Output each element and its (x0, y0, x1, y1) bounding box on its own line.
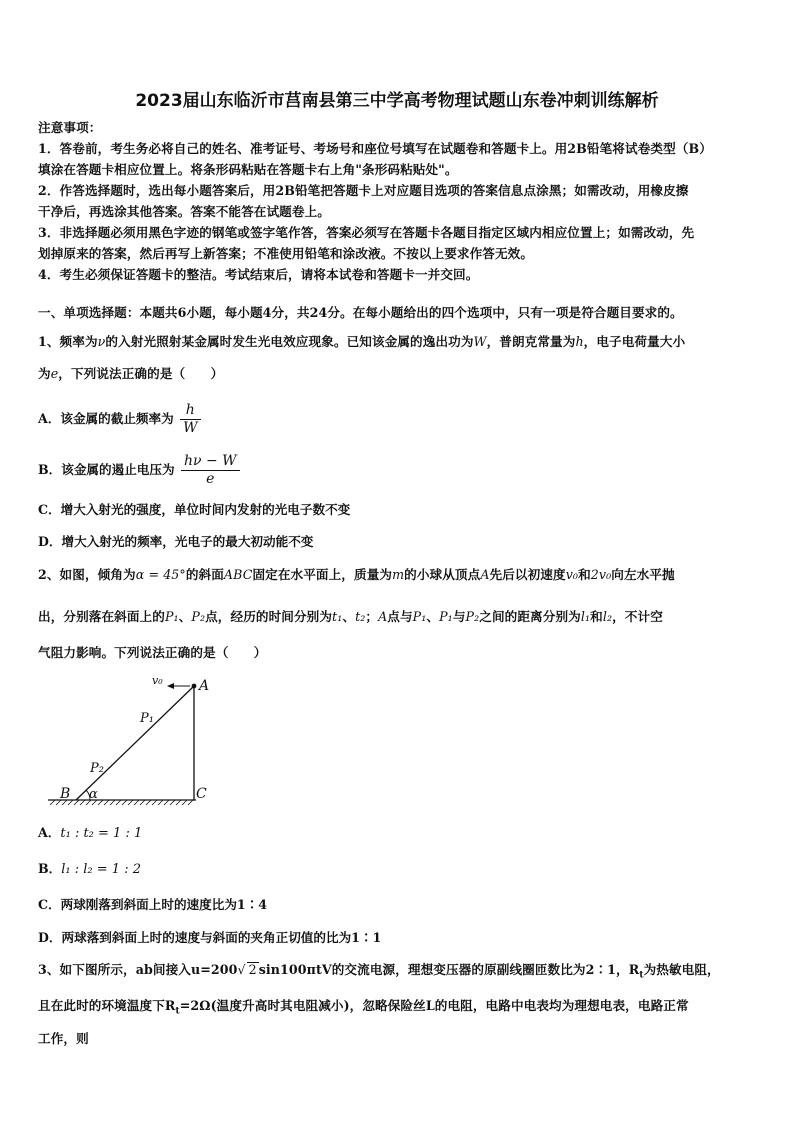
text: 的小球从顶点 (404, 567, 481, 582)
page-title: 2023届山东临沂市莒南县第三中学高考物理试题山东卷冲刺训练解析 (135, 91, 659, 111)
question-1-stem-line2 (38, 366, 760, 382)
text: 的斜面 (185, 567, 224, 582)
note-line: 3．非选择题必须用黑色字迹的钢笔或签字笔作答，答案必须写在答题卡各题目指定区域内相应位置上；如需改动，先 (38, 225, 695, 240)
question-3-stem-line2 (38, 998, 760, 1020)
ground-hatching (50, 800, 193, 805)
text: 固定在水平面上，质量为 (252, 567, 393, 582)
note-line: 4．考生必须保证答题卡的整洁。考试结束后，请将本试卷和答题卡一并交回。 (38, 267, 479, 282)
label-C: C (196, 786, 207, 802)
math-l1: l₁ (580, 609, 591, 624)
question-2-stem-line1 (38, 567, 760, 583)
text: 和 (578, 567, 591, 582)
math-e: e (50, 366, 59, 381)
text: 为热敏电阻， (643, 962, 720, 977)
text: 和 (590, 609, 603, 624)
text: 的入射光照射某金属时发生光电效应现象。已知该金属的逸出功为 (105, 334, 474, 349)
math-A: A (378, 609, 388, 624)
numerator: hν − W (181, 453, 240, 471)
denominator: W (183, 420, 198, 436)
math-h: h (575, 334, 584, 349)
sqrt-symbol: √ (237, 962, 246, 977)
note-line: 填涂在答题卡相应位置上。将条形码粘贴在答题卡右上角"条形码粘贴处"。 (38, 162, 458, 177)
option-d: D．增大入射光的频率，光电子的最大初动能不变 (38, 534, 314, 549)
incline-diagram (40, 672, 240, 812)
denominator: e (206, 471, 215, 487)
option-label: A． (38, 825, 61, 840)
option-a (38, 402, 201, 437)
fraction (181, 453, 240, 488)
text: 点，经历的时间分别为 (205, 609, 333, 624)
math-W: W (473, 334, 487, 349)
math-m: m (392, 567, 405, 582)
math-l2: l₂ (602, 609, 613, 624)
text: 、 (178, 609, 192, 624)
option-label: B． (38, 861, 62, 876)
note-line: 划掉原来的答案，然后再写上新答案；不准使用铅笔和涂改液。不按以上要求作答无效。 (38, 246, 534, 261)
section-heading: 一、单项选择题：本题共6小题，每小题4分，共24分。在每小题给出的四个选项中，只有一项是符合题目要求的。 (38, 305, 683, 320)
label-v0: v₀ (152, 674, 163, 687)
text: 、 (426, 609, 440, 624)
text: 之间的距离分别为 (479, 609, 581, 624)
option-c: C．增大入射光的强度，单位时间内发射的光电子数不变 (38, 502, 351, 517)
arrow-head-icon (167, 683, 174, 689)
numerator: h (180, 402, 200, 420)
label-B: B (60, 786, 71, 802)
math-P2: P₂ (191, 609, 206, 624)
label-P1: P₁ (140, 711, 154, 726)
math-A: A (480, 567, 490, 582)
text: ； (365, 609, 379, 624)
math-P1: P₁ (412, 609, 427, 624)
note-line: 2．作答选择题时，选出每小题答案后，用2B铅笔把答题卡上对应题目选项的答案信息点涂黑；如需改动，用橡皮擦 (38, 183, 689, 198)
question-1-stem-line1 (38, 334, 760, 350)
note-line: 1．答卷前，考生务必将自己的姓名、准考证号、考场号和座位号填写在试题卷和答题卡上。用2B铅笔将试卷类型（B） (38, 141, 712, 156)
incline-line (76, 686, 194, 800)
math-P1: P₁ (164, 609, 179, 624)
text: =2Ω(温度升高时其电阻减小)，忽略保险丝L的电阻，电路中电表均为理想电表，电路正常 (179, 998, 689, 1013)
math-t2: t₂ (355, 609, 366, 624)
note-line: 干净后，再选涂其他答案。答案不能答在试题卷上。 (38, 204, 330, 219)
text: 1、频率为 (38, 334, 98, 349)
math-t1: t₁ (332, 609, 343, 624)
text: ，下列说法正确的是（ ） (58, 366, 224, 381)
ratio-expression: t₁ : t₂ = 1 : 1 (60, 826, 143, 841)
fraction (180, 402, 200, 437)
math-P1: P₁ (439, 609, 453, 624)
text: 、 (342, 609, 356, 624)
label-alpha: α (89, 787, 98, 802)
text: 先后以初速度 (489, 567, 566, 582)
sqrt-argument: 2 (248, 962, 257, 977)
math-v0: v₀ (565, 567, 579, 582)
question-2-stem-line2 (38, 609, 760, 625)
math-alpha: α = 45° (135, 567, 186, 582)
math-P2: P₂ (465, 609, 480, 624)
option-b (38, 858, 141, 877)
text: 2、如图，倾角为 (38, 567, 136, 582)
label-P2: P₂ (90, 761, 104, 776)
text: sin100πtV的交流电源，理想变压器的原副线圈匝数比为2∶1，R (258, 962, 640, 977)
text: 向左水平抛 (611, 567, 675, 582)
text: 3、如下图所示，ab间接入u=200 (38, 962, 238, 977)
question-3-stem-line1 (38, 962, 760, 984)
text: 点与 (387, 609, 413, 624)
text: 与 (452, 609, 466, 624)
option-d: D．两球落到斜面上时的速度与斜面的夹角正切值的比为1∶1 (38, 930, 382, 945)
text: 且在此时的环境温度下R (38, 998, 176, 1013)
math-nu: ν (97, 334, 106, 349)
subscript: t (639, 970, 644, 981)
subscript: t (175, 1006, 180, 1017)
text: 出，分别落在斜面上的 (38, 609, 165, 624)
option-a (38, 822, 142, 841)
math-2v0: 2v₀ (590, 567, 612, 582)
math-ABC: ABC (223, 567, 253, 582)
question-3-stem-line3: 工作，则 (38, 1031, 89, 1046)
text: ，不计空 (612, 609, 663, 624)
option-label: A．该金属的截止频率为 (38, 411, 174, 426)
text: 为 (38, 366, 51, 381)
label-A: A (199, 678, 210, 694)
option-b (38, 453, 240, 488)
option-label: B．该金属的遏止电压为 (38, 462, 175, 477)
notes-heading: 注意事项： (38, 120, 102, 135)
question-2-stem-line3: 气阻力影响。下列说法正确的是（ ） (38, 645, 267, 660)
ball (192, 684, 197, 689)
text: ，普朗克常量为 (486, 334, 576, 349)
ratio-expression: l₁ : l₂ = 1 : 2 (61, 862, 141, 877)
option-c: C．两球刚落到斜面上时的速度比为1∶4 (38, 897, 268, 912)
text: ，电子电荷量大小 (583, 334, 686, 349)
